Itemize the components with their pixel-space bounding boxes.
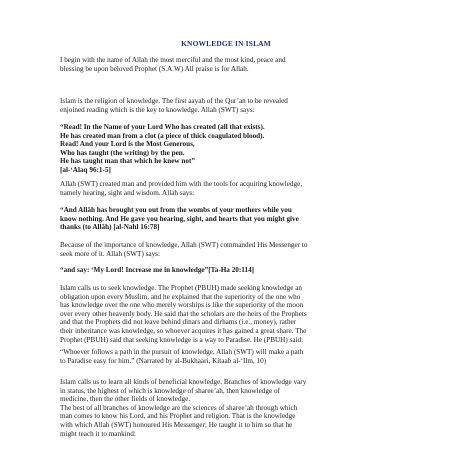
text-line: to Paradise easy for him.” (Narrated by al-Bukhaari, Kitaab al-‘Ilm, 10) <box>60 356 267 365</box>
hadith-quote <box>60 348 405 365</box>
verse-line: thanks (to Allâh) [al-Nahl 16:78] <box>60 223 160 232</box>
verse-line: Read! And your Lord is the Most Generous, <box>60 140 195 149</box>
text-line: seek more of it. Allah (SWT) says: <box>60 249 161 258</box>
intro-paragraph <box>60 56 405 73</box>
text-line: The best of all branches of knowledge are the sciences of sharee’ah through which <box>60 403 298 412</box>
verse-reference: [al-‘Alaq 96:1-5] <box>60 165 111 174</box>
text-line: their inheritance was knowledge, so whoever acquires it has gained a great share. The <box>60 326 307 335</box>
text-line: medicine, then the other fields of knowledge. <box>60 395 191 404</box>
paragraph-seek-knowledge <box>60 284 405 344</box>
text-line: might teach it to mankind: <box>60 429 136 438</box>
quran-verse-nahl <box>60 206 405 232</box>
text-line: Because of the importance of knowledge, Allah (SWT) commanded His Messenger to <box>60 241 308 249</box>
verse-line: “Read! In the Name of your Lord Who has created (all that exists). <box>60 123 265 131</box>
text-line: in status, the highest of which is knowledge of sharee’ah, then knowledge of <box>60 386 280 395</box>
text-line: “Whoever follows a path in the pursuit of knowledge, Allah (SWT) will make a path <box>60 348 304 356</box>
text-line: has knowledge over the one who merely worships is like the superiority of the moon <box>60 301 304 310</box>
paragraph-beneficial-knowledge <box>60 378 405 438</box>
text-line: blessing be upon beloved Prophet (S.A.W) All praise is for Allah. <box>60 64 249 73</box>
text-line: obligation upon every Muslim, and he explained that the superiority of the one who <box>60 292 301 301</box>
text-line: namely hearing, sight and wisdom. Allah says: <box>60 188 195 197</box>
text-line: enjoined reading which is the key to knowledge. Allah (SWT) says: <box>60 105 255 114</box>
verse-line: know nothing. And He gave you hearing, sight, and hearts that you might give <box>60 214 299 223</box>
verse-line: “and say: ‘My Lord! Increase me in knowledge”[Ta-Ha 20:114] <box>60 266 255 274</box>
text-line: Islam is the religion of knowledge. The first aayah of the Qur’an to be revealed <box>60 97 288 105</box>
document-title: KNOWLEDGE IN ISLAM <box>181 39 271 48</box>
text-line: and that the Prophets did not leave behind dinars and dirhams (i.e., money), rather <box>60 318 297 327</box>
verse-line: He has taught man that which he knew not” <box>60 157 195 166</box>
paragraph-religion-of-knowledge <box>60 97 405 114</box>
text-line: with which Allah (SWT) honoured His Messenger; He taught it to him so that he <box>60 420 293 429</box>
verse-line: “And Allâh has brought you out from the wombs of your mothers while you <box>60 206 292 214</box>
text-line: I begin with the name of Allah the most merciful and the most kind, peace and <box>60 56 286 64</box>
verse-line: He has created man from a clot (a piece of thick coagulated blood). <box>60 131 265 140</box>
text-line: Islam calls us to learn all kinds of beneficial knowledge. Branches of knowledge vary <box>60 378 307 386</box>
paragraph-importance <box>60 241 405 258</box>
text-line: man comes to know his Lord, and his Prophet and religion. That is the knowledge <box>60 412 296 421</box>
text-line: Allah (SWT) created man and provided him with the tools for acquiring knowledge, <box>60 180 303 188</box>
paragraph-tools-of-knowledge <box>60 180 405 197</box>
text-line: over every other heavenly body. He said that the scholars are the heirs of the Prophets <box>60 309 307 318</box>
text-line: Islam calls us to seek knowledge. The Prophet (PBUH) made seeking knowledge an <box>60 284 302 292</box>
quran-verse-alaq <box>60 123 405 175</box>
quran-verse-taha <box>60 266 405 275</box>
verse-line: Who has taught (the writing) by the pen. <box>60 148 185 157</box>
text-line: Prophet (PBUH) said that seeking knowledge is a way to Paradise. He (PBUH) said: <box>60 335 304 344</box>
